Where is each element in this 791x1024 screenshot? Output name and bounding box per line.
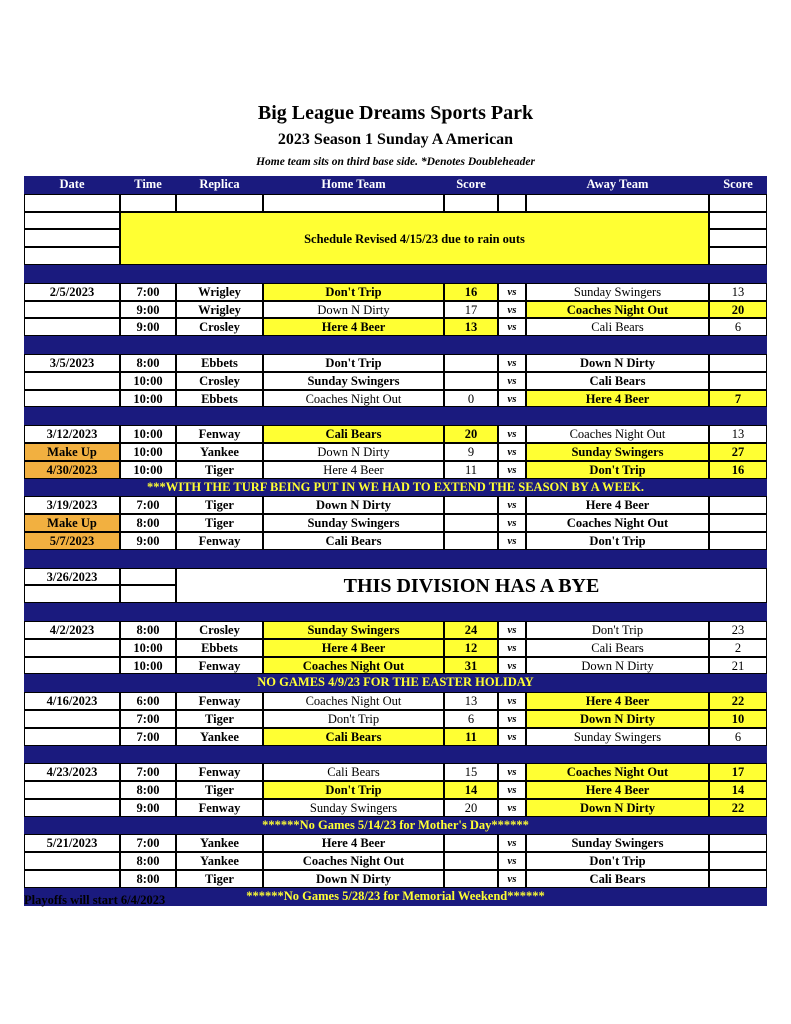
away-score-cell: 13 [709,283,767,301]
away-team-cell: Sunday Swingers [526,834,709,852]
date-cell: 4/2/2023 [24,621,120,639]
away-team-cell: Cali Bears [526,318,709,336]
date-cell [24,852,120,870]
replica-cell: Fenway [176,763,263,781]
replica-cell: Yankee [176,443,263,461]
vs-cell: vs [498,318,526,336]
date-cell [24,870,120,888]
home-score-cell: 20 [444,425,498,443]
home-team-cell: Sunday Swingers [263,799,444,817]
vs-cell: vs [498,425,526,443]
schedule-rows [24,265,767,906]
date-cell [24,639,120,657]
game-row [24,763,767,781]
home-team-cell: Down N Dirty [263,870,444,888]
home-team-cell: Don't Trip [263,283,444,301]
vs-cell: vs [498,728,526,746]
bye-row [24,568,767,597]
week-separator [24,550,767,568]
vs-cell: vs [498,852,526,870]
game-row [24,834,767,852]
time-cell: 8:00 [120,514,176,532]
header-vs [498,176,526,194]
away-score-cell: 17 [709,763,767,781]
home-score-cell: 6 [444,710,498,728]
game-row [24,870,767,888]
time-cell: 10:00 [120,425,176,443]
replica-cell: Yankee [176,834,263,852]
bye-date: 3/26/2023 [24,568,120,586]
away-team-cell: Cali Bears [526,372,709,390]
date-cell [24,781,120,799]
time-cell: 7:00 [120,283,176,301]
game-row [24,318,767,336]
time-cell: 10:00 [120,657,176,675]
date-cell: 4/30/2023 [24,461,120,479]
week-separator [24,746,767,764]
home-score-cell: 20 [444,799,498,817]
home-team-cell: Coaches Night Out [263,692,444,710]
date-cell: 3/5/2023 [24,354,120,372]
away-score-cell [709,372,767,390]
replica-cell: Crosley [176,621,263,639]
replica-cell: Fenway [176,532,263,550]
vs-cell: vs [498,657,526,675]
replica-cell: Fenway [176,425,263,443]
date-cell [24,301,120,319]
page-subtitle: 2023 Season 1 Sunday A American [277,131,514,148]
header-date: Date [59,177,85,191]
home-score-cell: 15 [444,763,498,781]
replica-cell: Ebbets [176,639,263,657]
away-team-cell: Here 4 Beer [526,692,709,710]
time-cell: 9:00 [120,318,176,336]
away-team-cell: Down N Dirty [526,710,709,728]
game-row [24,781,767,799]
away-team-cell: Here 4 Beer [526,390,709,408]
game-row [24,692,767,710]
home-score-cell: 14 [444,781,498,799]
time-cell: 7:00 [120,710,176,728]
game-row [24,443,767,461]
vs-cell: vs [498,799,526,817]
vs-cell: vs [498,763,526,781]
date-cell [24,318,120,336]
schedule-note: Home team sits on third base side. *Denotes Doubleheader [256,156,535,168]
game-row [24,390,767,408]
home-score-cell: 0 [444,390,498,408]
game-row [24,372,767,390]
game-row [24,354,767,372]
time-cell: 10:00 [120,372,176,390]
replica-cell: Tiger [176,496,263,514]
game-row [24,621,767,639]
game-row [24,283,767,301]
header-away-team: Away Team [586,177,649,191]
date-cell [24,799,120,817]
home-team-cell: Down N Dirty [263,301,444,319]
home-team-cell: Coaches Night Out [263,390,444,408]
home-team-cell: Here 4 Beer [263,318,444,336]
home-team-cell: Cali Bears [263,763,444,781]
away-team-cell: Cali Bears [526,639,709,657]
home-team-cell: Here 4 Beer [263,834,444,852]
header-time: Time [134,177,162,191]
time-cell: 8:00 [120,621,176,639]
home-score-cell: 17 [444,301,498,319]
home-team-cell: Don't Trip [263,354,444,372]
game-row [24,728,767,746]
vs-cell: vs [498,372,526,390]
away-team-cell: Sunday Swingers [526,443,709,461]
home-team-cell: Sunday Swingers [263,621,444,639]
date-cell [24,372,120,390]
away-score-cell [709,354,767,372]
revision-block [24,194,767,265]
away-score-cell [709,514,767,532]
away-team-cell: Here 4 Beer [526,496,709,514]
away-team-cell: Down N Dirty [526,354,709,372]
date-cell [24,585,120,603]
vs-cell: vs [498,834,526,852]
home-team-cell: Here 4 Beer [263,639,444,657]
away-score-cell: 6 [709,318,767,336]
replica-cell: Crosley [176,318,263,336]
time-cell: 7:00 [120,496,176,514]
away-team-cell: Coaches Night Out [526,514,709,532]
header-home-score: Score [456,177,486,191]
away-score-cell [709,496,767,514]
away-team-cell: Down N Dirty [526,657,709,675]
home-team-cell: Down N Dirty [263,443,444,461]
week-separator [24,265,767,283]
away-team-cell: Don't Trip [526,621,709,639]
replica-cell: Yankee [176,852,263,870]
away-team-cell: Coaches Night Out [526,301,709,319]
replica-cell: Tiger [176,514,263,532]
home-score-cell: 24 [444,621,498,639]
game-row [24,425,767,443]
header-away-score: Score [723,177,753,191]
game-row [24,657,767,675]
home-team-cell: Coaches Night Out [263,657,444,675]
header-replica: Replica [199,177,240,191]
home-score-cell [444,514,498,532]
time-cell: 10:00 [120,443,176,461]
time-cell: 9:00 [120,301,176,319]
vs-cell: vs [498,692,526,710]
replica-cell: Fenway [176,799,263,817]
away-score-cell: 21 [709,657,767,675]
vs-cell: vs [498,496,526,514]
week-separator [24,407,767,425]
vs-cell: vs [498,639,526,657]
away-score-cell: 20 [709,301,767,319]
time-cell: 8:00 [120,852,176,870]
home-score-cell [444,870,498,888]
replica-cell: Ebbets [176,390,263,408]
away-team-cell: Down N Dirty [526,799,709,817]
home-team-cell: Sunday Swingers [263,372,444,390]
home-team-cell: Coaches Night Out [263,852,444,870]
away-team-cell: Sunday Swingers [526,283,709,301]
away-team-cell: Don't Trip [526,461,709,479]
date-cell: 3/19/2023 [24,496,120,514]
home-team-cell: Don't Trip [263,781,444,799]
home-score-cell [444,372,498,390]
replica-cell: Fenway [176,692,263,710]
time-cell [120,585,176,603]
away-team-cell: Here 4 Beer [526,781,709,799]
vs-cell: vs [498,301,526,319]
notice-row: ***WITH THE TURF BEING PUT IN WE HAD TO EXTEND THE SEASON BY A WEEK. [24,479,767,497]
replica-cell: Tiger [176,461,263,479]
away-score-cell: 14 [709,781,767,799]
home-team-cell: Cali Bears [263,532,444,550]
time-cell: 9:00 [120,799,176,817]
away-score-cell: 22 [709,799,767,817]
date-cell: 4/16/2023 [24,692,120,710]
away-score-cell: 13 [709,425,767,443]
away-score-cell: 27 [709,443,767,461]
vs-cell: vs [498,532,526,550]
home-score-cell: 11 [444,728,498,746]
home-score-cell [444,834,498,852]
replica-cell: Crosley [176,372,263,390]
home-team-cell: Sunday Swingers [263,514,444,532]
date-cell [24,390,120,408]
away-team-cell: Coaches Night Out [526,763,709,781]
time-cell: 8:00 [120,354,176,372]
date-cell [24,657,120,675]
game-row [24,461,767,479]
away-team-cell: Don't Trip [526,852,709,870]
home-score-cell: 9 [444,443,498,461]
schedule-table [24,176,767,906]
table-header-row [24,176,767,194]
vs-cell: vs [498,781,526,799]
time-cell [120,568,176,586]
game-row [24,852,767,870]
home-score-cell [444,496,498,514]
home-team-cell: Down N Dirty [263,496,444,514]
time-cell: 6:00 [120,692,176,710]
header-home-team: Home Team [321,177,386,191]
time-cell: 7:00 [120,728,176,746]
away-score-cell [709,852,767,870]
home-score-cell [444,532,498,550]
replica-cell: Tiger [176,870,263,888]
away-team-cell: Coaches Night Out [526,425,709,443]
game-row [24,710,767,728]
vs-cell: vs [498,621,526,639]
vs-cell: vs [498,461,526,479]
replica-cell: Tiger [176,710,263,728]
time-cell: 8:00 [120,870,176,888]
away-score-cell [709,870,767,888]
replica-cell: Yankee [176,728,263,746]
time-cell: 7:00 [120,834,176,852]
notice-row: ******No Games 5/14/23 for Mother's Day****** [24,817,767,835]
away-score-cell: 7 [709,390,767,408]
vs-cell: vs [498,443,526,461]
game-row [24,799,767,817]
away-team-cell: Don't Trip [526,532,709,550]
vs-cell: vs [498,283,526,301]
home-score-cell: 11 [444,461,498,479]
date-cell: Make Up [24,443,120,461]
away-score-cell [709,532,767,550]
game-row [24,514,767,532]
home-score-cell: 13 [444,318,498,336]
home-team-cell: Cali Bears [263,728,444,746]
home-score-cell: 12 [444,639,498,657]
time-cell: 10:00 [120,639,176,657]
home-team-cell: Cali Bears [263,425,444,443]
home-team-cell: Don't Trip [263,710,444,728]
time-cell: 9:00 [120,532,176,550]
date-cell: 3/12/2023 [24,425,120,443]
game-row [24,639,767,657]
replica-cell: Fenway [176,657,263,675]
date-cell: 4/23/2023 [24,763,120,781]
away-score-cell: 10 [709,710,767,728]
replica-cell: Wrigley [176,283,263,301]
home-score-cell: 16 [444,283,498,301]
date-cell: 5/7/2023 [24,532,120,550]
vs-cell: vs [498,870,526,888]
away-score-cell: 16 [709,461,767,479]
page-title: Big League Dreams Sports Park [257,102,534,124]
vs-cell: vs [498,354,526,372]
playoffs-note: Playoffs will start 6/4/2023 [24,893,166,907]
date-cell [24,728,120,746]
time-cell: 10:00 [120,461,176,479]
away-team-cell: Sunday Swingers [526,728,709,746]
time-cell: 10:00 [120,390,176,408]
home-score-cell [444,354,498,372]
revision-notice: Schedule Revised 4/15/23 due to rain outs [120,212,709,265]
notice-row: ******No Games 5/28/23 for Memorial Weekend****** [24,888,767,906]
home-score-cell [444,852,498,870]
week-separator [24,336,767,354]
away-score-cell: 2 [709,639,767,657]
home-team-cell: Here 4 Beer [263,461,444,479]
replica-cell: Ebbets [176,354,263,372]
away-score-cell: 23 [709,621,767,639]
away-score-cell: 6 [709,728,767,746]
vs-cell: vs [498,390,526,408]
away-team-cell: Cali Bears [526,870,709,888]
replica-cell: Tiger [176,781,263,799]
date-cell: 5/21/2023 [24,834,120,852]
time-cell: 7:00 [120,763,176,781]
week-separator [24,603,767,621]
date-cell: 2/5/2023 [24,283,120,301]
vs-cell: vs [498,710,526,728]
date-cell [24,710,120,728]
game-row [24,496,767,514]
replica-cell: Wrigley [176,301,263,319]
game-row [24,532,767,550]
home-score-cell: 31 [444,657,498,675]
bye-banner: THIS DIVISION HAS A BYE [176,568,767,604]
away-score-cell [709,834,767,852]
vs-cell: vs [498,514,526,532]
game-row [24,301,767,319]
date-cell: Make Up [24,514,120,532]
notice-row: NO GAMES 4/9/23 FOR THE EASTER HOLIDAY [24,674,767,692]
away-score-cell: 22 [709,692,767,710]
home-score-cell: 13 [444,692,498,710]
time-cell: 8:00 [120,781,176,799]
